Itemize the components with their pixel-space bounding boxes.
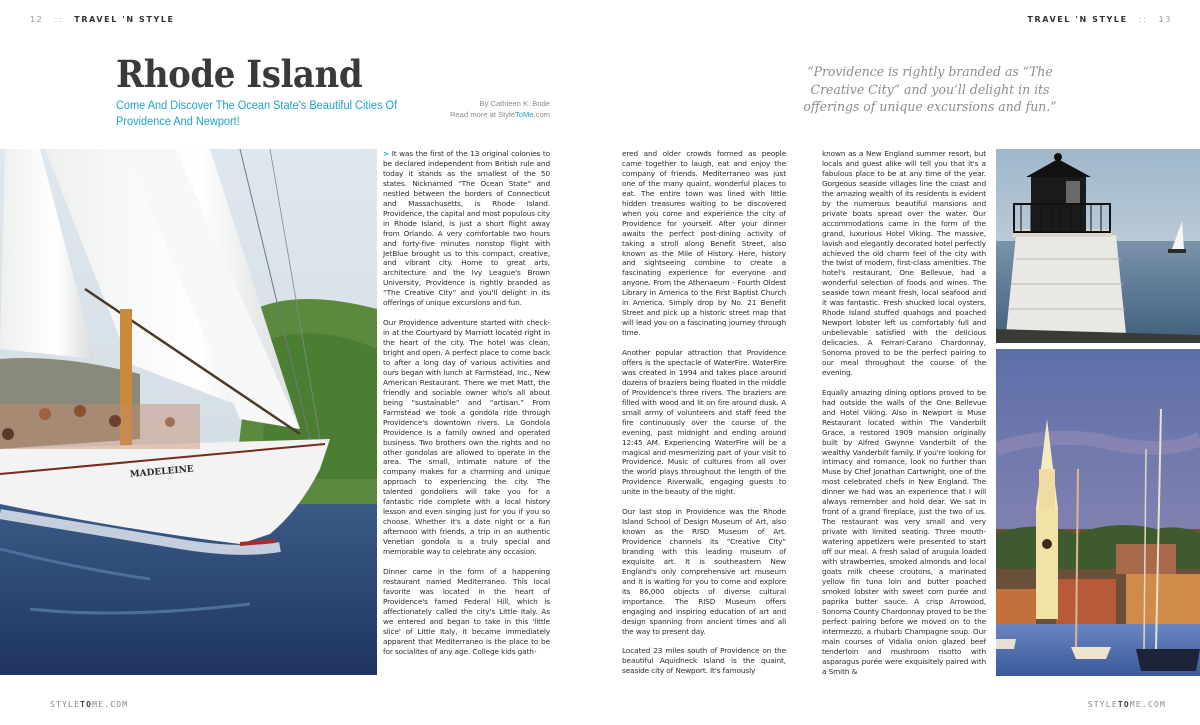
page-number-left: 12: [30, 15, 44, 24]
footer-brand-part: STYLE: [1087, 700, 1118, 709]
pull-quote: “Providence is rightly branded as “The Creative City” and you’ll delight in its offerings of unique excursions and fun.”: [803, 65, 1057, 115]
text-column-1: [383, 149, 550, 666]
paragraph: Our Providence adventure started with check-in at the Courtyard by Marriott located right in the heart of the city. The hotel was clean, bright and open. A perfect place to come back to after a long day of various activities and ours began with lunch at Farmstead, Inc., New American Restaurant. There we met Matt, the friendly and sociable owner who's all about being “sustainable” and “artisan.” From Farmstead we took a gondola ride through Providence's downtown rivers. La Gondola Providence is a family owned and operated business. Two brothers own the rights and no other gondolas are allowed to operate in the area. The small, intimate nature of the company makes for a charming and unique approach to experiencing the city. The talented gondoliers will take you for a fantastic ride complete with a local history lesson and even singing just for you if you so choose. Whether it's a date night or a fun afternoon with friends, a trip in an authentic Venetian gondola is a truly special and memorable way to celebrate any occasion.: [383, 318, 550, 557]
read-more: [430, 110, 550, 121]
footer-brand-part: STYLE: [50, 700, 81, 709]
paragraph: Equally amazing dining options proved to be had outside the walls of the One Bellevue and Hotel Viking. Also in Newport is Muse Restaurant located within The Vanderbilt Grace, a restored 1909 mansion originally built by Alfred Gwynne Vanderbilt of the wealthy Vanderbilt family. If you're looking for intimacy and romance, look no further than Muse by Chef Jonathan Cartwright, one of the most celebrated chefs in New England. The dinner we had was an experience that I will always remember and hold dear. We sat in front of a grand fireplace, just the two of us. The restaurant was very small and very private with limited seating. Three mouth-watering appetizers were presented to start off our meal. A fresh salad of arugula loaded with strawberries, smoked almonds and local goats milk cheese croutons, a marinated yellow fin tuna loin and butter poached smoked lobster with sweet corn purée and paprika butter sauce. A crisp Arrowood, Sonoma County Chardonnay proved to be the perfect pairing before we moved on to the intermezzo, a rhubarb Champagne soup. Our main courses of Vidalia onion glazed beef tenderloin and mushroom risotto with asparagus purée were exquisitely paired with a Smith &: [822, 387, 986, 676]
paragraph: Our last stop in Providence was the Rhode Island School of Design Museum of Art, also known as the RISD Museum of Art. Providence channels its “Creative City” branding with this leading museum of exquisite art. It is southeastern New England's only comprehensive art museum and it is waiting for you to come and explore its 86,000 objects of diverse cultural importance. The RISD Museum offers engaging and inspiring education of art and design spanning from ancient times and all the way to present day.: [622, 507, 786, 636]
article-title: Rhode Island: [116, 52, 363, 96]
lighthouse-photo: [996, 149, 1200, 343]
sailboat-illustration: [0, 149, 377, 675]
page-header-left: [30, 15, 175, 24]
lead-marker: >: [383, 149, 390, 158]
page-header-right: [1027, 15, 1172, 24]
byline: [430, 99, 550, 120]
footer-brand-accent: TO: [1117, 700, 1130, 709]
section-name: TRAVEL 'N STYLE: [1027, 15, 1128, 24]
footer-brand-left: [50, 700, 128, 709]
text-column-2: [622, 149, 786, 686]
footer-brand-right: [1088, 700, 1166, 709]
sailboat-photo: [0, 149, 377, 675]
section-name: TRAVEL 'N STYLE: [74, 15, 175, 24]
footer-brand-accent: TO: [80, 700, 93, 709]
newport-harbor-photo: [996, 349, 1200, 676]
separator: ::: [1138, 15, 1148, 24]
read-more-prefix: Read more at: [449, 109, 499, 119]
paragraph: Located 23 miles south of Providence on the beautiful Aquidneck Island is the quaint, seaside city of Newport. It's famously: [622, 646, 786, 676]
lighthouse-illustration: [996, 149, 1200, 343]
read-more-suffix: .com: [533, 109, 550, 119]
page-number-right: 13: [1158, 15, 1172, 24]
read-more-brand-accent: ToMe: [514, 109, 534, 119]
author: By Cathleen K. Bode: [479, 99, 550, 108]
paragraph: Another popular attraction that Providence offers is the spectacle of WaterFire. WaterFire was created in 1994 and takes place around dozens of braziers being floated in the middle of Providence's three rivers. The braziers are filled with wood and lit on fire around dusk. A small army of volunteers and staff feed the fire continuously over the course of the evening, past midnight and ending around 12:45 AM. Experiencing WaterFire will be a magical and mesmerizing part of your visit to Providence. Music of cultures from all over the world plays throughout the length of the Providence Riverwalk, engaging guests to unite in the beauty of the night.: [622, 348, 786, 497]
hull-name: MADELEINE: [129, 464, 195, 480]
read-more-brand: Style: [498, 109, 515, 119]
footer-brand-part: ME.COM: [92, 700, 129, 709]
paragraph: Dinner came in the form of a happening restaurant named Mediterraneo. This local favorite was located in the heart of Providence's famed Federal Hill, which is affectionately called the city's Little Italy. As we entered and began to take in this 'little slice' of Little Italy, it became immediately apparent that Mediterraneo is the place to be for socialites of any age. College kids gath-: [383, 566, 550, 656]
text-column-3: [822, 149, 986, 686]
article-subtitle: Come And Discover The Ocean State's Beautiful Cities Of Providence And Newport!: [116, 98, 398, 128]
harbor-illustration: [996, 349, 1200, 676]
footer-brand-part: ME.COM: [1129, 700, 1166, 709]
separator: ::: [54, 15, 64, 24]
paragraph: [383, 149, 550, 308]
paragraph: ered and older crowds formed as people came together to laugh, eat and enjoy the company of friends. Mediterraneo was just one of the many quaint, wonderful places to eat. The entire town was lined with little hidden treasures waiting to be discovered when you come and experience the city of Providence for yourself. After your dinner awaits the perfect post-dining activity of taking a stroll along Benefit Street, also known as the Mile of History. Here, history and sightseeing combine to create a fascinating experience for everyone and anyone. From the Athenaeum - Fourth Oldest Library in America to the First Baptist Church in America. Simply drop by No. 21 Benefit Street and pick up a historic street map that will lead you on a fascinating journey through time.: [622, 149, 786, 338]
paragraph: known as a New England summer resort, but locals and guest alike will tell you that it's a fabulous place to be at any time of the year. Gorgeous seaside villages line the coast and the amazing wealth of its residents is evident by the numerous beautiful mansions and private boats spread over the water. Our accommodations came in the form of the grand, luxurious Hotel Viking. The massive, lavish and elegantly decorated hotel perfectly achieved the old charm feel of the city with the twist of modern, first-class amenities. The hotel's restaurant, One Bellevue, had a wonderful selection of foods and wines. The seaside town meant fresh, local seafood and it was fantastic. Fresh shucked local oysters, Rhode Island stuffed quahogs and poached Newport lobster left us comfortably full and unbelievable satisfied with the delicious delicacies. A Ferrari-Carano Chardonnay, Sonoma proved to be the perfect pairing to our meal throughout the course of the evening.: [822, 149, 987, 377]
paragraph-text: It was the first of the 13 original colonies to be declared independent from British rule and today it stands as the smallest of the 50 states. Nicknamed “The Ocean State” and nestled between the borders of Connecticut and Massachusetts, is Rhode Island. Providence, the capital and most populous city in Rhode Island, is just a short flight away from Orlando. A very comfortable two hours and forty-five minutes nonstop flight with JetBlue brought us to this compact, creative, and vibrant city. Home to great arts, architecture and the Ivy League's Brown University, Providence is rightly branded as “The Creative City” and you'll delight in its offerings of unique excursions and fun.: [383, 149, 550, 308]
